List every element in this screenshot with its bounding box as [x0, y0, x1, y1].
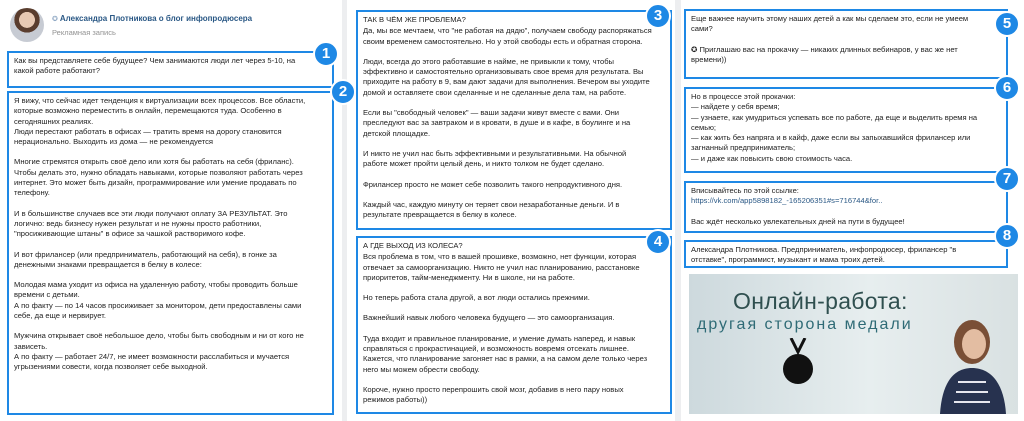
badge-6: 6: [994, 75, 1020, 101]
text-block-5: [684, 9, 1008, 79]
block-2-para: Многие стремятся открыть своё дело или хотя бы работать на себя (фриланс). Чтобы делать это, нужно обладать навыками, которые позволяют работать через интернет. Это может быть дизайн, программирование или умение продавать по телефону.: [14, 157, 303, 198]
block-4-para: Важнейший навык любого человека будущего — это самоорганизация.: [363, 313, 615, 323]
post-column-middle: [347, 0, 675, 421]
badge-4: 4: [645, 229, 671, 255]
ad-label: Рекламная запись: [52, 28, 116, 37]
block-3-para: Люди, всегда до этого работавшие в найме, не привыкли к тому, чтобы эффективно и самостоятельно организовывать свое время для результата. Вы приходите на работу в 9, вам дают задачи для выполнения. Вечером вы уходите домой и оставляете свои сделанные и не сделанные дела там, на работе.: [363, 56, 650, 97]
badge-5: 5: [994, 11, 1020, 37]
text-block-2: [7, 91, 334, 415]
text-block-3: [356, 10, 672, 230]
post-column-right: [681, 0, 1024, 421]
block-4-para: Короче, нужно просто перепрошить свой мозг, добавив в него пару новых режимов работы)): [363, 384, 624, 405]
block-2-para: Мужчина открывает своё небольшое дело, чтобы быть свободным и ни от кого не зависеть. А по факту — работает 24/7, не имеет возможности расслабиться и мучается угрызениями совести, когда позволяет себе выходной.: [14, 331, 304, 372]
woman-photo-icon: [932, 312, 1012, 414]
block-4-title: А ГДЕ ВЫХОД ИЗ КОЛЕСА?: [363, 241, 463, 250]
block-3-para: И никто не учил нас быть эффективными и результативными. На обычной работе может пройти целый день, и никто толком не будет сделано.: [363, 148, 627, 169]
block-2-para: И в большинстве случаев все эти люди получают оплату ЗА РЕЗУЛЬТАТ. Это логично: ведь бизнесу нужен результат и не нужны просто работники, "просиживающие штаны" в офисе за чашкой растворимого кофе.: [14, 208, 288, 239]
block-1-text: Как вы представляете себе будущее? Чем занимаются люди лет через 5-10, на какой работе работают?: [14, 56, 296, 76]
block-7-tail: Вас ждёт несколько увлекательных дней на пути в будущее!: [691, 216, 905, 226]
text-block-7: [684, 181, 1008, 233]
medal-icon: [779, 338, 817, 388]
block-3-para: Фрилансер просто не может себе позволить такого непродуктивного дня.: [363, 179, 623, 189]
post-header: [10, 8, 340, 46]
author-avatar[interactable]: [10, 8, 44, 42]
text-block-4: [356, 236, 672, 414]
block-2-para: И вот фрилансер (или предприниматель, работающий на себя), в гонке за денежными знаками превращается в белку в колесе:: [14, 249, 277, 269]
block-6-text: Но в процессе этой прокачки: — найдете у себя время; — узнаете, как умудриться успевать все по работе, да еще и выделить время на семью; — как жить без напряга и в кайф, даже если вы запыхавшийся фрилансер или загнанный предприниматель; — и даже как повысить свою стоимость часа.: [691, 92, 978, 163]
post-column-left: [0, 0, 342, 421]
text-block-6: [684, 87, 1008, 173]
block-3-para: Да, мы все мечтаем, что "не работая на дядю", получаем свободу распоряжаться своим временем самостоятельно. Но у этой свободы есть и обратная сторона.: [363, 26, 652, 46]
banner-subtitle: другая сторона медали: [697, 316, 913, 333]
text-block-1: [7, 51, 334, 88]
community-icon: ✪: [52, 16, 58, 23]
badge-7: 7: [994, 166, 1020, 192]
block-3-para: Если вы "свободный человек" — ваши задачи живут вместе с вами. Они преследуют вас за завтраком и в кровати, в душе и в кафе, в боулинге и на детской площадке.: [363, 108, 631, 138]
badge-1: 1: [313, 41, 339, 67]
block-2-para: Я вижу, что сейчас идет тенденция к виртуализации всех процессов. Все области, которые возможно переместить в онлайн, перемещаются туда. Особенно в сегодняшних реалиях. Люди перестают работать в офисах — тратить время на дорогу становится нерационально. Выходить из дома — не рекомендуется: [14, 96, 306, 147]
author-name[interactable]: ✪ Александра Плотникова о блог инфопродюсера: [52, 14, 253, 23]
post-banner-image[interactable]: [689, 274, 1018, 414]
badge-3: 3: [645, 3, 671, 29]
block-4-para: Туда входит и правильное планирование, и умение думать наперед, и навык справляться с прокрастинацией, и возможность вовремя отсекать лишнее. Кажется, что планирование загоняет нас в рамки, а на самом деле только через него мы можем обрести свободу.: [363, 333, 648, 374]
text-block-8: [684, 240, 1008, 268]
block-3-para: Каждый час, каждую минуту он теряет свои незаработанные деньги. И в результате превращается в белку в колесе.: [363, 199, 620, 220]
banner-title: Онлайн-работа:: [733, 288, 908, 314]
block-2-para: Молодая мама уходит из офиса на удаленную работу, чтобы проводить больше времени с детьми. А по факту — по 14 часов просиживает за монитором, дети предоставлены сами себе, да еще и нервирует.: [14, 280, 302, 321]
block-4-para: Вся проблема в том, что в вашей прошивке, возможно, нет функции, которая отвечает за самоорганизацию. Никто не учил нас планированию, расстановке приоритетов, тайм-менеджменту. Ни в школе, ни на работе.: [363, 252, 640, 282]
invite-link[interactable]: https://vk.com/app5898182_-165206351#s=716744&for..: [691, 196, 883, 206]
block-5-para: Еще важнее научить этому наших детей а как мы сделаем это, если не умеем сами?: [691, 14, 969, 34]
block-5-para: ✪ Приглашаю вас на прокачку — никаких длинных вебинаров, у вас же нет времени)): [691, 44, 958, 64]
block-8-text: Александра Плотникова. Предприниматель, инфопродюсер, фрилансер "в отставке", программист, музыкант и мама троих детей.: [691, 245, 957, 265]
block-4-para: Но теперь работа стала другой, а вот люди остались прежними.: [363, 293, 590, 303]
badge-8: 8: [994, 223, 1020, 249]
block-3-title: ТАК В ЧЁМ ЖЕ ПРОБЛЕМА?: [363, 15, 466, 24]
badge-2: 2: [330, 79, 356, 105]
block-7-intro: Вписывайтесь по этой ссылке:: [691, 186, 799, 195]
